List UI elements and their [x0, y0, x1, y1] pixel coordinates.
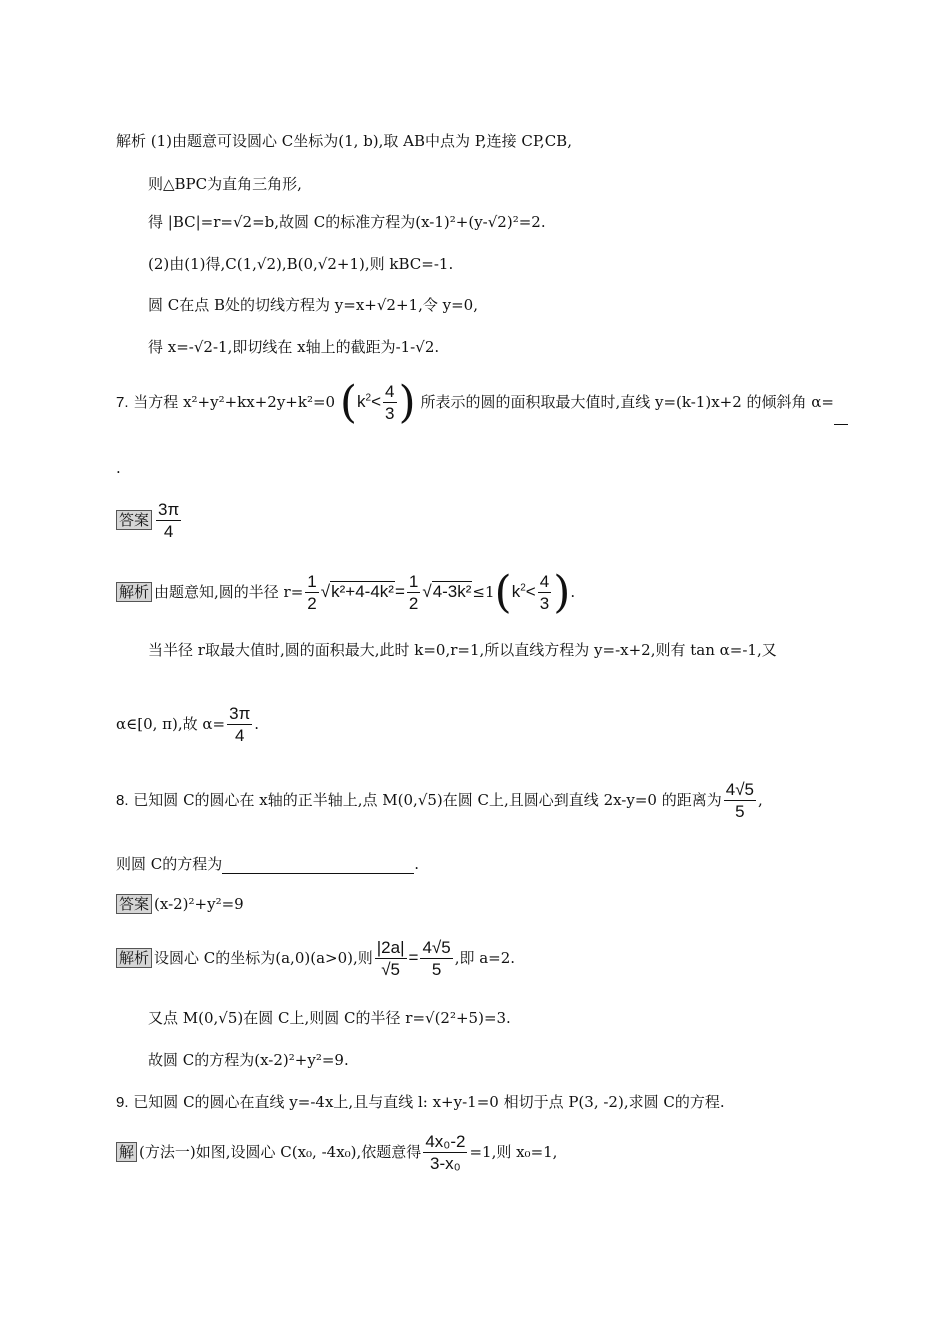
q7-period: . — [116, 459, 121, 477]
q9-solution-text1b: =1,则 x₀=1, — [469, 1143, 558, 1161]
q7-stem — [116, 377, 848, 428]
q9-solution — [116, 1130, 557, 1175]
q7-sqrt2: √4-3k² — [422, 582, 472, 601]
q7-condition-k: $k^2<$ — [357, 392, 382, 411]
q7-half-frac-2 — [407, 572, 420, 615]
q9-number: 9. — [116, 1094, 129, 1111]
q9-solution-text1: (方法一)如图,设圆心 C(x₀, -4x₀),依题意得 — [139, 1143, 422, 1161]
q8-stem: 8. 已知圆 C的圆心在 x轴的正半轴上,点 M(0,√5)在圆 C上,且圆心到直线 2x-y=0 的距离为 $\frac{4√5}{5}$ , — [116, 779, 763, 821]
q7-equals: = — [394, 582, 405, 601]
q7-radicand-1: k²+4-4k² — [331, 582, 394, 601]
q8-answer-blank — [222, 853, 414, 874]
q8-frac-2 — [420, 938, 452, 981]
q7-final-den: 4 — [234, 725, 245, 745]
q7-radicand-2: 4-3k² — [432, 582, 472, 601]
q7-cond-num-2: 4 — [539, 571, 550, 591]
q7-cond-left-paren: ( — [494, 567, 512, 618]
q8-number: 8. — [116, 792, 129, 809]
q7-number: 7. — [116, 394, 129, 411]
q8-answer — [116, 894, 244, 914]
sol6-line2: 则△BPC为直角三角形, — [148, 175, 302, 193]
q7-cond-frac-2 — [538, 572, 551, 615]
q7-half-frac-1 — [305, 572, 318, 615]
sol6-line6: 得 x=-√2-1,即切线在 x轴上的截距为-1-√2. — [148, 338, 440, 356]
q9-frac-num: 4x₀-2 — [425, 1131, 466, 1151]
q9-solution-label: 解 — [116, 1142, 137, 1162]
q7-analysis-text1: 由题意知,圆的半径 r= — [154, 583, 304, 601]
sol6-line1: 解析 (1)由题意可设圆心 C坐标为(1, b),取 AB中点为 P,连接 CP,CB, — [116, 132, 572, 150]
sol6-line4: (2)由(1)得,C(1,√2),B(0,√2+1),则 kBC=-1. — [148, 255, 454, 273]
q7-condition-frac — [383, 382, 396, 425]
q9-frac — [423, 1132, 467, 1175]
q7-leq: ≤1 — [472, 583, 495, 601]
q7-half-num-1: 1 — [307, 571, 317, 591]
q7-cond-right-paren: ) — [553, 567, 571, 618]
sol6-line3: 得 |BC|=r=√2=b,故圆 C的标准方程为(x-1)²+(y-√2)²=2. — [148, 213, 546, 231]
q9-frac-den: 3-x₀ — [430, 1153, 461, 1173]
q7-sqrt1: √k²+4-4k² — [320, 582, 394, 601]
q9-stem — [116, 1092, 725, 1113]
q8-dist-den: 5 — [735, 801, 745, 821]
q7-analysis-text3: α∈[0, π),故 α= — [116, 715, 226, 733]
q8-analysis — [116, 936, 515, 981]
q8-analysis-text1b: ,即 a=2. — [454, 949, 516, 967]
q7-half-num-2: 1 — [408, 571, 419, 591]
q7-final-num: 3π — [229, 703, 251, 723]
q7-final-frac — [227, 704, 252, 747]
q7-half-den-2: 2 — [408, 593, 419, 613]
q7-answer-frac — [156, 500, 181, 543]
q7-analysis-label: 解析 — [116, 582, 152, 602]
q8-text2: 则圆 C的方程为 — [116, 855, 223, 873]
sol6-line5: 圆 C在点 B处的切线方程为 y=x+√2+1,令 y=0, — [148, 296, 478, 314]
q7-text2: 所表示的圆的面积取最大值时,直线 y=(k-1)x+2 的倾斜角 α= — [420, 393, 834, 411]
q8-analysis-line3: 故圆 C的方程为(x-2)²+y²=9. — [148, 1051, 349, 1069]
q7-cond-k2: $k^2<$ — [511, 582, 536, 601]
q7-analysis-line2: 当半径 r取最大值时,圆的面积最大,此时 k=0,r=1,所以直线方程为 y=-x+2,则有 tan α=-1,又 — [148, 641, 777, 659]
q9-text: 已知圆 C的圆心在直线 y=-4x上,且与直线 l: x+y-1=0 相切于点 P(3, -2),求圆 C的方程. — [133, 1093, 725, 1111]
q7-analysis-line3: α∈[0, π),故 α= $\frac{3\pi}{4}$ . — [116, 703, 260, 745]
q8-analysis-label: 解析 — [116, 948, 152, 968]
q8-frac1-den: √5 — [381, 959, 401, 979]
q7-answer-label: 答案 — [116, 510, 152, 530]
q8-frac1-num: |2a| — [376, 937, 405, 957]
q7-cond-den-2: 3 — [539, 593, 550, 613]
q8-answer-value: (x-2)²+y²=9 — [154, 895, 244, 913]
q8-frac2-num: 4√5 — [422, 937, 451, 957]
q8-answer-label: 答案 — [116, 894, 152, 914]
q8-equals: = — [408, 948, 419, 967]
q7-analysis: 解析 由题意知,圆的半径 r= $\frac{1}{2}$ √k²+4-4k²= $\frac{1}{2}$ $√4-3k^2\le 1(k^2<$ $\frac{4}{3}$ ). — [116, 570, 575, 615]
q8-analysis-line2: 又点 M(0,√5)在圆 C上,则圆 C的半径 r=√(2²+5)=3. — [148, 1009, 511, 1027]
q8-stem2: 则圆 C的方程为 . — [116, 855, 420, 873]
q7-cond-den: 3 — [385, 403, 395, 423]
q8-text: 已知圆 C的圆心在 x轴的正半轴上,点 M(0,√5)在圆 C上,且圆心到直线 2x-y=0 的距离为 — [133, 791, 722, 809]
q7-answer-blank — [834, 424, 848, 425]
q7-left-paren: ( — [339, 377, 358, 428]
q7-half-den-1: 2 — [307, 593, 317, 613]
q7-right-paren: ) — [398, 377, 416, 428]
q8-frac-1 — [375, 938, 407, 981]
q8-frac2-den: 5 — [431, 959, 442, 979]
q8-analysis-text1: 设圆心 C的坐标为(a,0)(a>0),则 — [154, 949, 373, 967]
q8-distance-frac — [724, 780, 756, 823]
q8-dist-num: 4√5 — [725, 779, 754, 799]
q7-cond-num: 4 — [385, 381, 395, 401]
q7-answer-num: 3π — [158, 499, 180, 519]
q7-answer-den: 4 — [163, 521, 174, 541]
q7-text: 当方程 x²+y²+kx+2y+k²=0 — [133, 393, 336, 411]
q7-answer — [116, 498, 183, 543]
